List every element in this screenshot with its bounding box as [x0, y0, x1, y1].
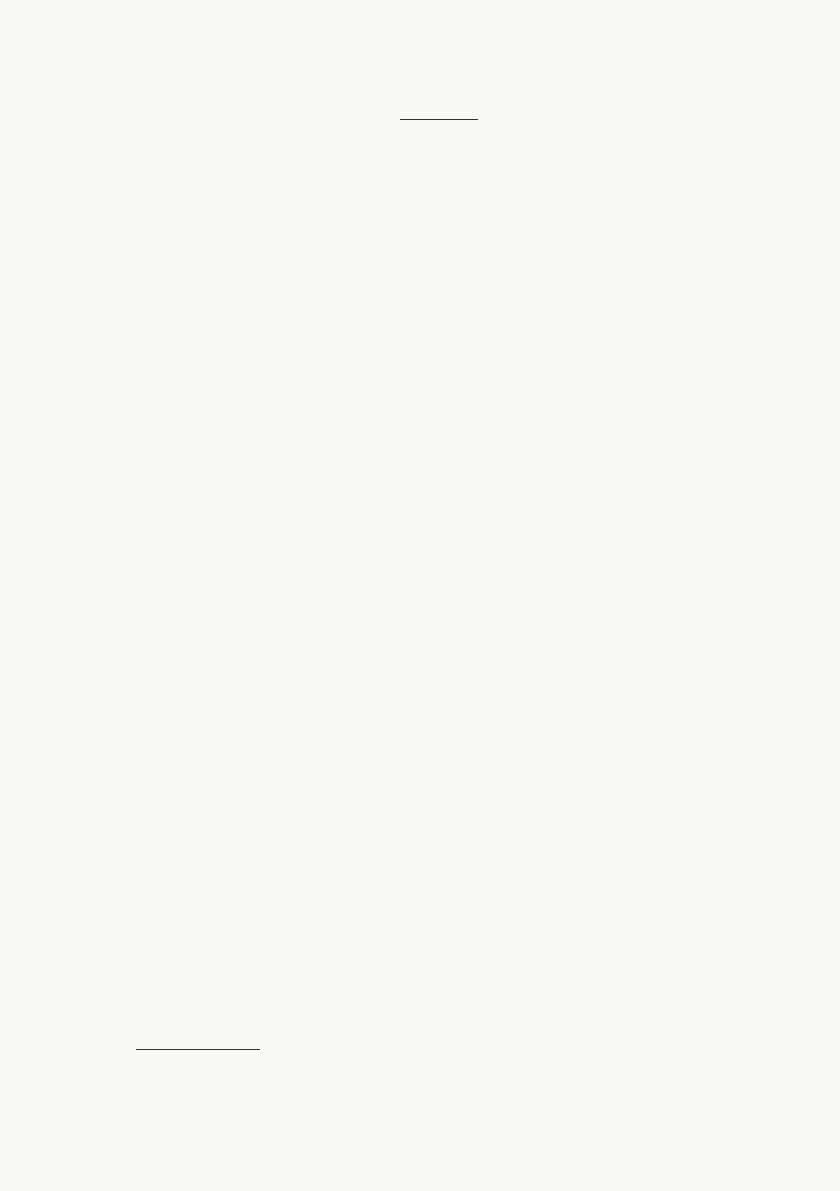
text-line	[133, 626, 741, 655]
text-line	[133, 941, 741, 970]
text-line	[133, 1056, 741, 1085]
text-line	[133, 195, 741, 224]
text-line	[133, 281, 741, 310]
page-number-rule	[400, 119, 478, 120]
text-line	[133, 339, 741, 368]
text-line	[133, 798, 741, 827]
text-line	[133, 1085, 741, 1114]
text-line	[133, 368, 741, 397]
text-line	[133, 884, 741, 913]
text-line	[133, 310, 741, 339]
text-line	[133, 597, 741, 626]
text-line	[133, 253, 741, 282]
text-line	[133, 425, 741, 454]
text-line	[133, 683, 741, 712]
text-line	[133, 913, 741, 942]
footnote-separator	[136, 1049, 260, 1050]
text-line	[133, 167, 741, 196]
text-line-with-footnote	[133, 1113, 741, 1142]
text-line	[133, 540, 741, 569]
text-line	[133, 396, 741, 425]
text-line	[133, 454, 741, 483]
text-line	[133, 138, 741, 167]
text-line	[133, 511, 741, 540]
text-line	[133, 224, 741, 253]
text-line	[133, 482, 741, 511]
text-line	[133, 999, 741, 1028]
text-line	[133, 1142, 741, 1171]
text-line	[133, 1027, 741, 1056]
body-text	[133, 138, 741, 1171]
text-line	[133, 855, 741, 884]
text-line	[133, 769, 741, 798]
text-line	[133, 827, 741, 856]
text-line	[133, 740, 741, 769]
text-line	[133, 654, 741, 683]
text-line	[133, 568, 741, 597]
text-line	[133, 970, 741, 999]
text-line	[133, 712, 741, 741]
